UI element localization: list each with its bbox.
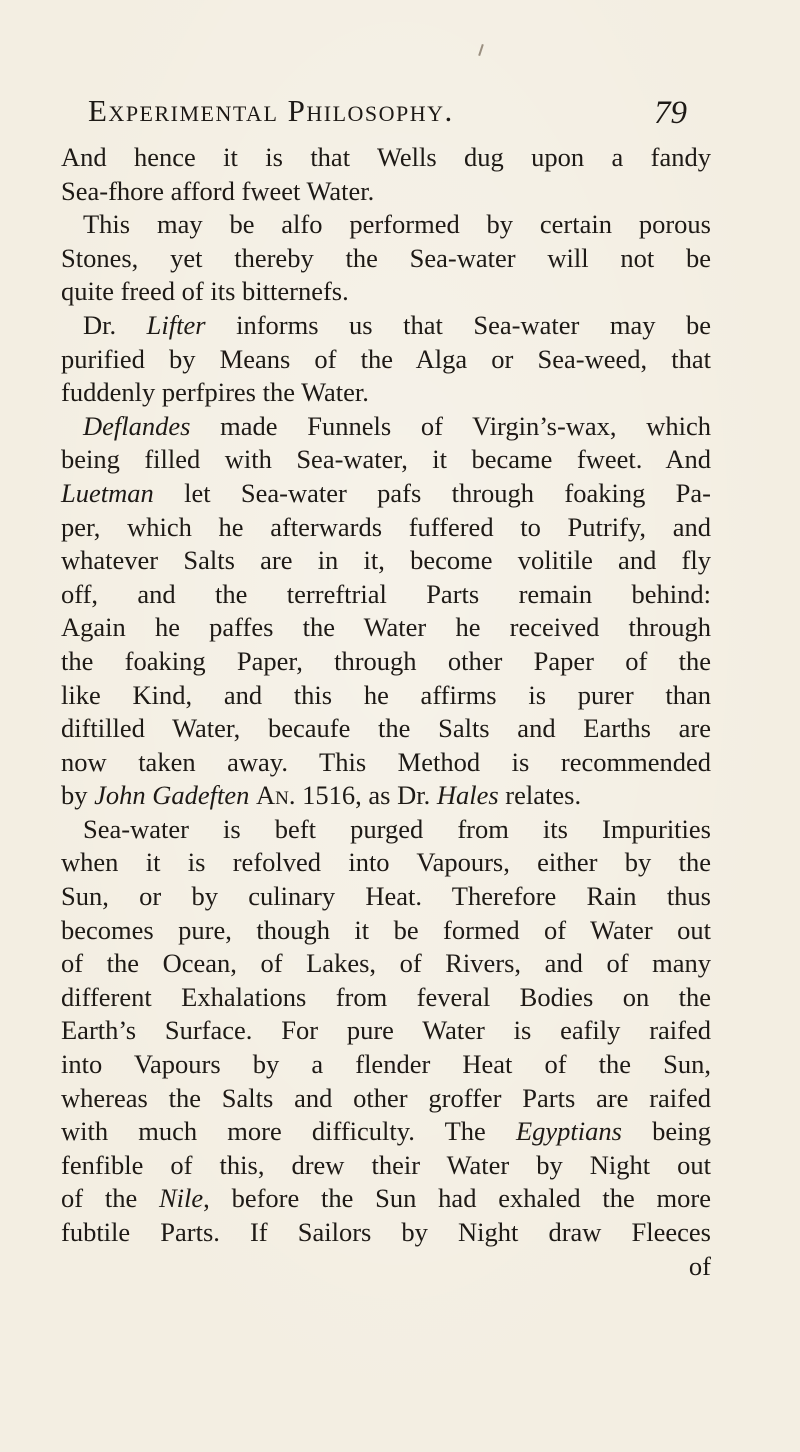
text-line: quite freed of its bitternefs. <box>61 276 349 307</box>
page-number: 79 <box>654 95 687 131</box>
stray-ink-mark <box>478 44 484 56</box>
text-line: fuddenly perfpires the Water. <box>61 377 369 408</box>
text-line: of the Nile, before the Sun had exhaled the more <box>61 1183 711 1214</box>
text-line: being filled with Sea-water, it became fweet. And <box>61 444 711 475</box>
text-line: Again he paffes the Water he received through <box>61 612 711 643</box>
running-head: Experimental Philosophy. <box>88 93 454 128</box>
text-line: Sun, or by culinary Heat. Therefore Rain thus <box>61 881 711 912</box>
text-line: like Kind, and this he affirms is purer than <box>61 679 711 710</box>
body-text <box>61 141 711 1283</box>
text-line: Sea-water is beft purged from its Impurities <box>83 813 711 844</box>
text-line: becomes pure, though it be formed of Water out <box>61 914 711 945</box>
text-line: by John Gadeften An. 1516, as Dr. Hales relates. <box>61 780 582 811</box>
text-line: fubtile Parts. If Sailors by Night draw Fleeces <box>61 1217 711 1247</box>
text-line: per, which he afterwards fuffered to Putrify, and <box>61 511 711 542</box>
text-line: fenfible of this, drew their Water by Night out <box>61 1149 711 1180</box>
text-line: Deflandes made Funnels of Virgin’s-wax, which <box>83 410 711 441</box>
text-line: Sea-fhore afford fweet Water. <box>61 175 375 206</box>
text-line: off, and the terreftrial Parts remain behind: <box>61 578 711 609</box>
page-header <box>0 88 800 134</box>
text-line: the foaking Paper, through other Paper of the <box>61 645 711 676</box>
text-line: into Vapours by a flender Heat of the Sun, <box>61 1049 711 1080</box>
text-line: now taken away. This Method is recommended <box>61 746 711 777</box>
text-line: different Exhalations from feveral Bodies on the <box>61 981 711 1012</box>
text-line: Luetman let Sea-water pafs through foaking Pa- <box>61 477 711 508</box>
text-line: Earth’s Surface. For pure Water is eafily raifed <box>61 1015 711 1046</box>
catchword: of <box>688 1250 711 1281</box>
text-line: Stones, yet thereby the Sea-water will not be <box>61 242 711 273</box>
text-line: purified by Means of the Alga or Sea-weed, that <box>61 343 711 374</box>
text-line: This may be alfo performed by certain porous <box>83 209 711 240</box>
text-line: Dr. Lifter informs us that Sea-water may be <box>83 309 712 340</box>
text-line: whereas the Salts and other groffer Parts are raifed <box>61 1082 711 1113</box>
text-line: And hence it is that Wells dug upon a fandy <box>61 142 711 172</box>
text-line: when it is refolved into Vapours, either by the <box>61 847 711 878</box>
text-line: with much more difficulty. The Egyptians being <box>61 1116 711 1147</box>
text-line: diftilled Water, becaufe the Salts and Earths are <box>61 713 711 744</box>
text-line: of the Ocean, of Lakes, of Rivers, and of many <box>61 948 711 979</box>
text-line: whatever Salts are in it, become volitile and fly <box>61 545 711 576</box>
